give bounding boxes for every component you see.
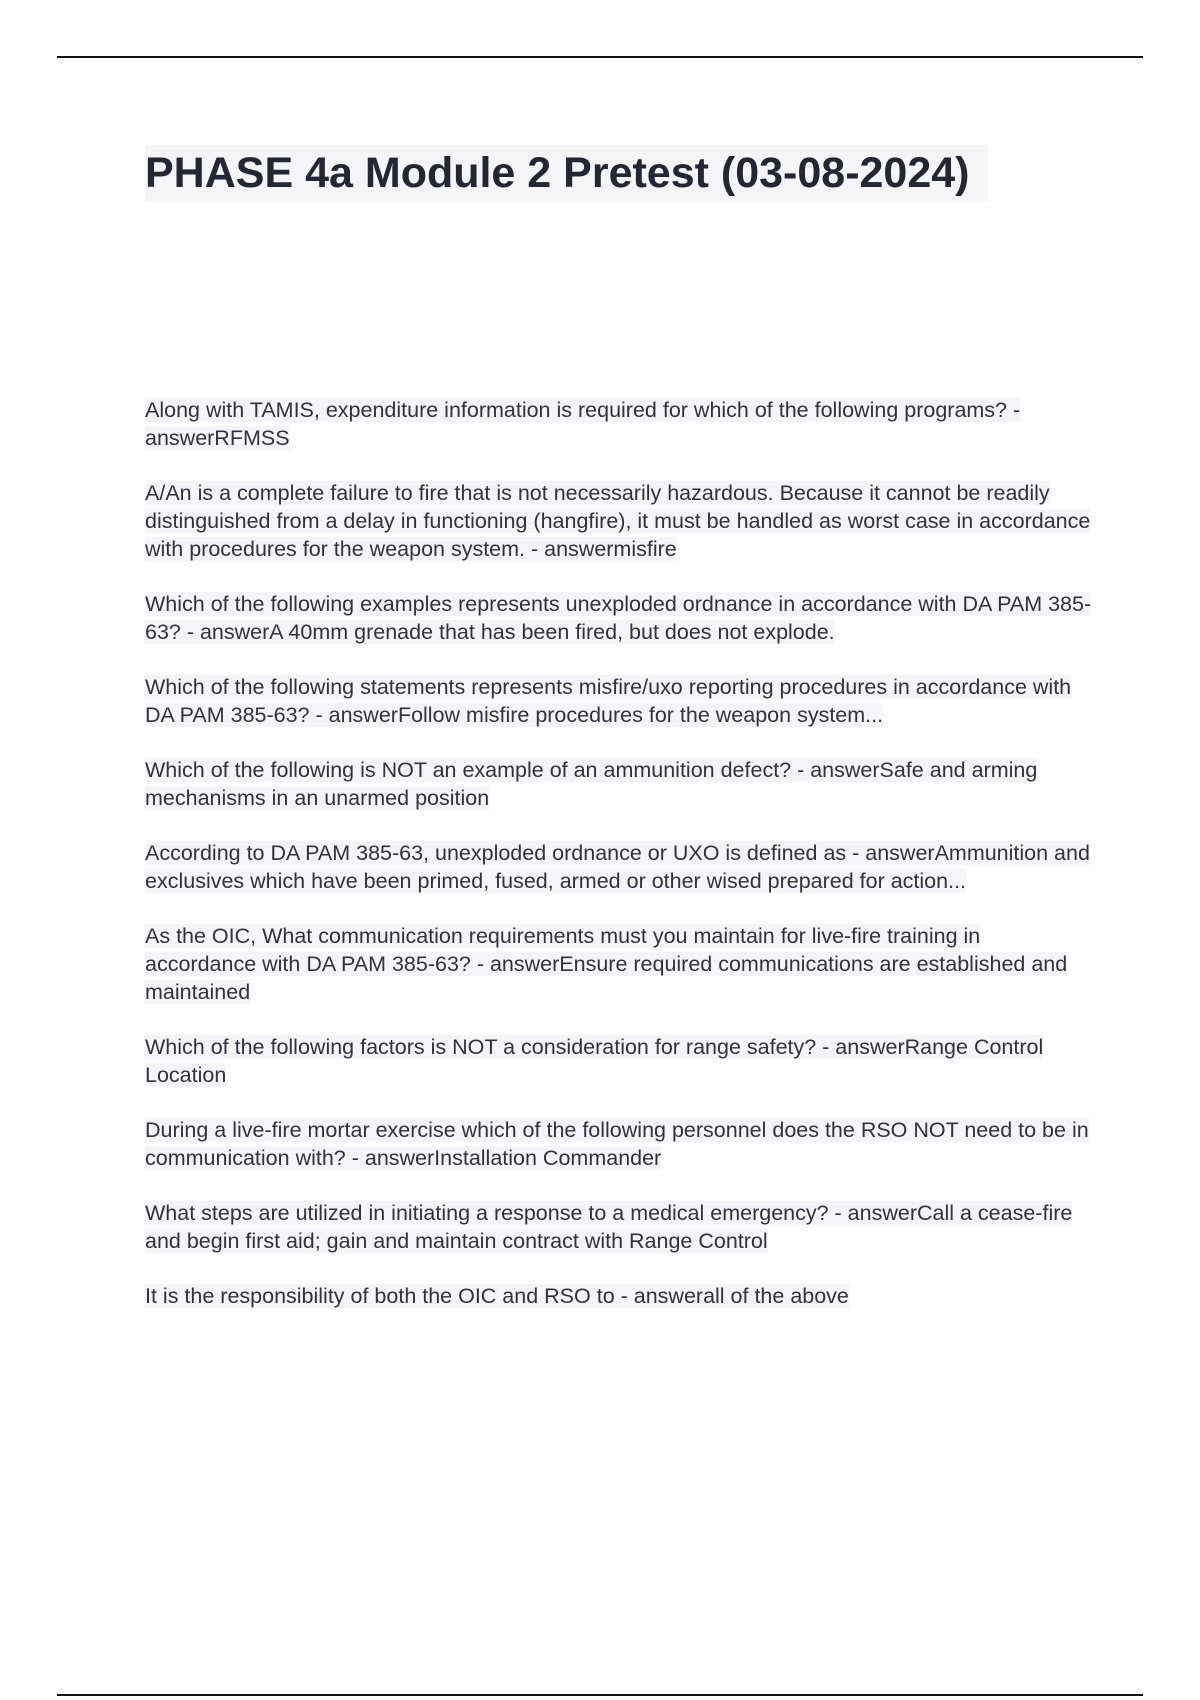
list-item	[145, 1199, 1095, 1255]
list-item	[145, 479, 1095, 563]
question-answer-text: Which of the following examples represents unexploded ordnance in accordance with DA PAM 385-63? - answerA 40mm grenade that has been fired, but does not explode.	[145, 592, 1092, 644]
title-block	[145, 145, 1090, 201]
page-title: PHASE 4a Module 2 Pretest (03-08-2024)	[145, 145, 988, 201]
list-item	[145, 839, 1095, 895]
question-answer-text: What steps are utilized in initiating a response to a medical emergency? - answerCall a cease-fire and begin first aid; gain and maintain contract with Range Control	[145, 1201, 1073, 1253]
question-answer-text: Which of the following factors is NOT a consideration for range safety? - answerRange Control Location	[145, 1035, 1044, 1087]
list-item	[145, 1033, 1095, 1089]
question-answer-text: Which of the following is NOT an example of an ammunition defect? - answerSafe and arming mechanisms in an unarmed position	[145, 758, 1038, 810]
question-answer-text: As the OIC, What communication requirements must you maintain for live-fire training in accordance with DA PAM 385-63? - answerEnsure required communications are established and maintained	[145, 924, 1068, 1004]
question-answer-text: Along with TAMIS, expenditure information is required for which of the following programs? - answerRFMSS	[145, 398, 1021, 450]
top-rule	[57, 56, 1143, 58]
list-item	[145, 922, 1095, 1006]
list-item	[145, 396, 1095, 452]
question-answer-text: According to DA PAM 385-63, unexploded ordnance or UXO is defined as - answerAmmunition and exclusives which have been primed, fused, armed or other wised prepared for action...	[145, 841, 1090, 893]
list-item	[145, 590, 1095, 646]
question-answer-text: During a live-fire mortar exercise which of the following personnel does the RSO NOT need to be in communication with? - answerInstallation Commander	[145, 1118, 1089, 1170]
question-answer-text: It is the responsibility of both the OIC and RSO to - answerall of the above	[145, 1284, 849, 1308]
list-item	[145, 1282, 1095, 1310]
list-item	[145, 756, 1095, 812]
bottom-rule	[57, 1694, 1143, 1696]
list-item	[145, 1116, 1095, 1172]
question-answer-text: Which of the following statements represents misfire/uxo reporting procedures in accordance with DA PAM 385-63? - answerFollow misfire procedures for the weapon system...	[145, 675, 1072, 727]
question-answer-text: A/An is a complete failure to fire that is not necessarily hazardous. Because it cannot be readily distinguished from a delay in functioning (hangfire), it must be handled as worst case in accordance with procedures for the weapon system. - answermisfire	[145, 481, 1091, 561]
list-item	[145, 673, 1095, 729]
question-list	[145, 396, 1095, 1337]
